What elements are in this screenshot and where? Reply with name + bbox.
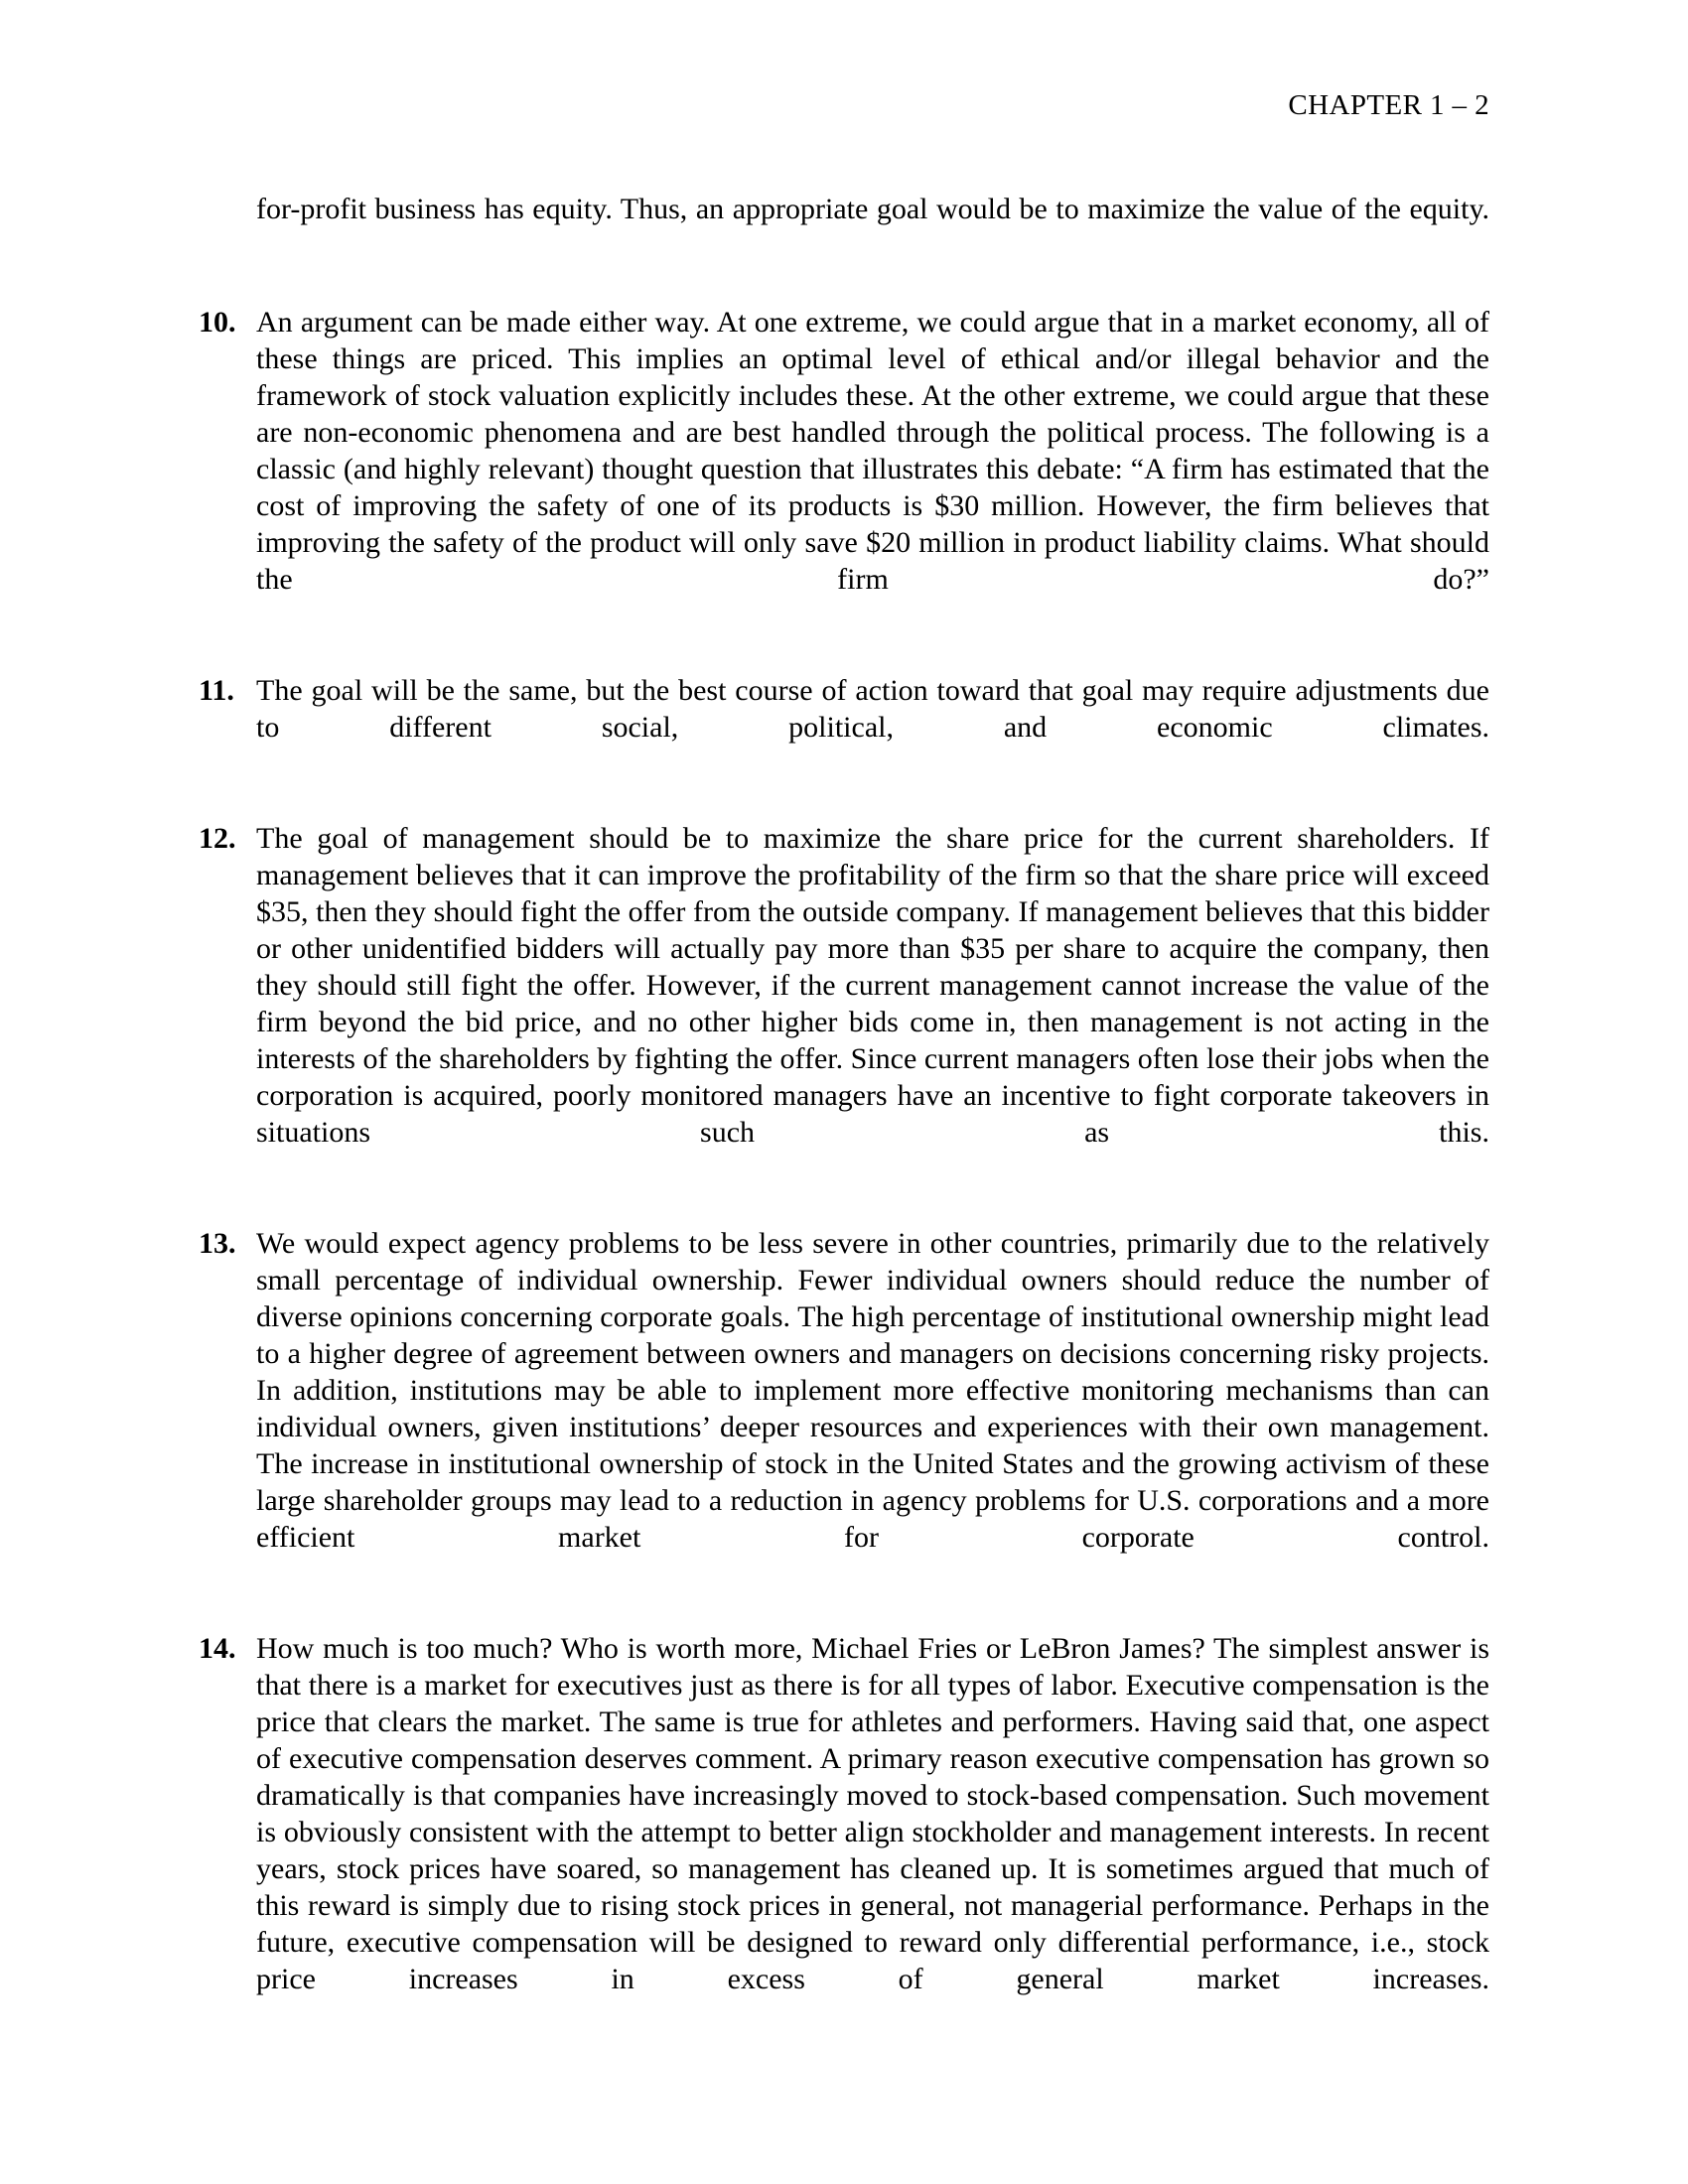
item-number: 11.: [199, 674, 234, 707]
numbered-item-14: [199, 1630, 1489, 2034]
document-body: [199, 191, 1489, 2034]
item-number: 10.: [199, 306, 236, 339]
numbered-item-13: [199, 1225, 1489, 1592]
numbered-item-10: [199, 304, 1489, 634]
continuation-paragraph: for-profit business has equity. Thus, an appropriate goal would be to maximize the value of the equity.: [256, 193, 1489, 225]
item-text: The goal will be the same, but the best course of action toward that goal may require adjustments due to different social, political, and economic climates.: [256, 674, 1489, 744]
item-text: We would expect agency problems to be less severe in other countries, primarily due to the relatively small percentage of individual ownership. Fewer individual owners should reduce the number of diverse opinions concerning corporate goals. The high percentage of institutional ownership might lead to a higher degree of agreement between owners and managers on decisions concerning risky projects. In addition, institutions may be able to implement more effective monitoring mechanisms than can individual owners, given institutions’ deeper resources and experiences with their own management. The increase in institutional ownership of stock in the United States and the growing activism of these large shareholder groups may lead to a reduction in agency problems for U.S. corporations and a more efficient market for corporate control.: [256, 1227, 1489, 1554]
item-text: The goal of management should be to maximize the share price for the current shareholders. If management believes that it can improve the profitability of the firm so that the share price will exceed $35, then they should fight the offer from the outside company. If management believes that this bidder or other unidentified bidders will actually pay more than $35 per share to acquire the company, then they should still fight the offer. However, if the current management cannot increase the value of the firm beyond the bid price, and no other higher bids come in, then management is not acting in the interests of the shareholders by fighting the offer. Since current managers often lose their jobs when the corporation is acquired, poorly monitored managers have an incentive to fight corporate takeovers in situations such as this.: [256, 822, 1489, 1149]
item-number: 14.: [199, 1632, 236, 1665]
item-text: How much is too much? Who is worth more, Michael Fries or LeBron James? The simplest answer is that there is a market for executives just as there is for all types of labor. Executive compensation is the price that clears the market. The same is true for athletes and performers. Having said that, one aspect of executive compensation deserves comment. A primary reason executive compensation has grown so dramatically is that companies have increasingly moved to stock-based compensation. Such movement is obviously consistent with the attempt to better align stockholder and management interests. In recent years, stock prices have soared, so management has cleaned up. It is sometimes argued that much of this reward is simply due to rising stock prices in general, not managerial performance. Perhaps in the future, executive compensation will be designed to reward only differential performance, i.e., stock price increases in excess of general market increases.: [256, 1632, 1489, 1995]
item-number: 13.: [199, 1227, 236, 1260]
page-header-chapter: CHAPTER 1 – 2: [1288, 89, 1489, 121]
numbered-item-11: [199, 672, 1489, 782]
item-number: 12.: [199, 822, 236, 855]
item-text: An argument can be made either way. At one extreme, we could argue that in a market economy, all of these things are priced. This implies an optimal level of ethical and/or illegal behavior and the framework of stock valuation explicitly includes these. At the other extreme, we could argue that these are non-economic phenomena and are best handled through the political process. The following is a classic (and highly relevant) thought question that illustrates this debate: “A firm has estimated that the cost of improving the safety of one of its products is $30 million. However, the firm believes that improving the safety of the product will only save $20 million in product liability claims. What should the firm do?”: [256, 306, 1489, 596]
numbered-item-12: [199, 820, 1489, 1187]
